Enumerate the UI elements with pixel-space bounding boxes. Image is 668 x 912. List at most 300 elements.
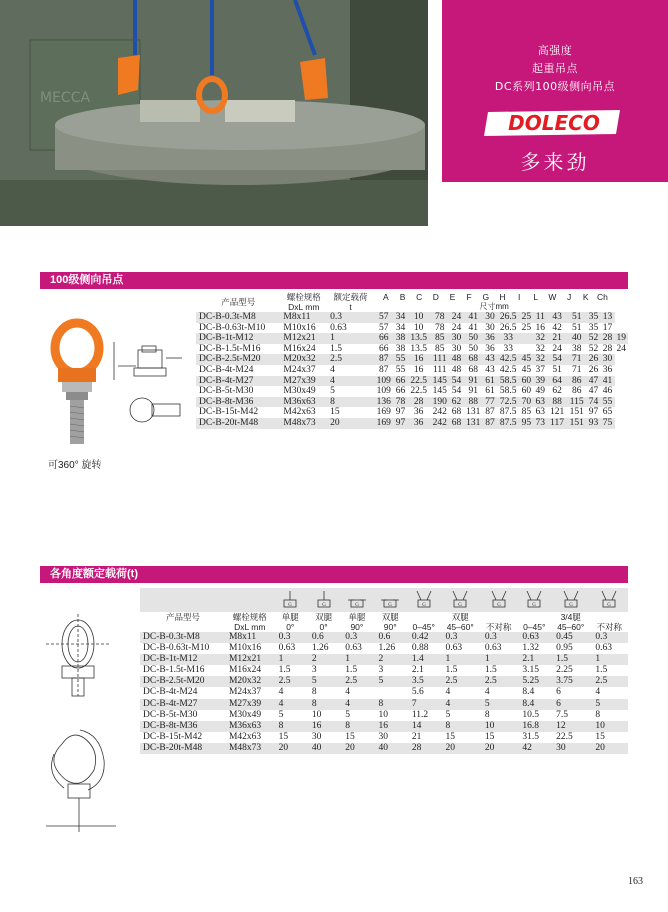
cell-load-value: 3 (378, 665, 384, 676)
cell-dim: 16 (413, 364, 424, 375)
cell-dim: 87 (374, 354, 394, 365)
cell-load-value: 1 (274, 654, 307, 665)
col-header-dimensions (374, 292, 615, 312)
col-header-line2: 0–45° (412, 622, 435, 632)
table-row (196, 365, 628, 376)
cell-load-value: 4 (595, 687, 601, 698)
cell-dim: 43 (483, 354, 497, 365)
col-header-line2: 不对称 (485, 622, 512, 632)
cell-load-value: 1 (590, 654, 628, 665)
cell-load-value: 8 (595, 709, 601, 720)
cell-dim: 58.5 (499, 386, 517, 397)
cell-dim: 78 (430, 312, 450, 323)
cell-load-value: 1.4 (407, 654, 441, 665)
col-header-line1: 单腿 (281, 612, 299, 622)
cell-dim: 41 (468, 322, 478, 333)
cell-load-value: 30 (378, 731, 389, 742)
hero-photo (0, 0, 428, 226)
cell-dim: 33 (497, 333, 520, 344)
cell-dim: 50 (463, 333, 483, 344)
cell-load-value: 0.95 (556, 643, 573, 654)
cell-load-value: 3.15 (522, 665, 539, 676)
cell-load-value: 10 (480, 721, 518, 732)
cell-load-value: 0.42 (407, 632, 441, 643)
cell-thread: M16x24 (228, 665, 262, 676)
cell-load-value: 1.5 (278, 665, 291, 676)
cell-dim: 54 (451, 386, 462, 397)
table-row (140, 654, 628, 665)
cell-dim: 25 (521, 322, 532, 333)
cell-dim: 77 (483, 397, 497, 408)
cell-load-value: 0.6 (374, 632, 407, 643)
cell-dim: 36 (483, 333, 497, 344)
brand-chinese-name: 多来劲 (520, 150, 590, 174)
cell-load-value: 4 (441, 699, 480, 710)
cell-dim: 37 (535, 364, 546, 375)
cell-dim: 17 (602, 322, 613, 333)
cell-dim: 86 (567, 376, 587, 387)
cell-dim: 66 (394, 376, 408, 387)
cell-dim: 34 (395, 322, 406, 333)
cell-model: DC-B-0.3t-M8 (196, 312, 280, 323)
table-row (140, 699, 628, 710)
section-1-title: 100级侧向吊点 (40, 272, 628, 289)
cell-dim: 24 (552, 343, 562, 354)
cell-dim: 61 (485, 386, 495, 397)
cell-model: DC-B-20t-M48 (196, 418, 280, 429)
table-row (140, 643, 628, 654)
col-header-line1 (590, 612, 628, 622)
col-header-line2: 90° (383, 622, 397, 632)
icon-cell (551, 588, 590, 612)
dim-letter-c: C (416, 292, 423, 302)
dim-letter-i: I (517, 292, 521, 302)
cell-load-value: 8.4 (522, 687, 535, 698)
icon-cell (340, 588, 373, 612)
cell-model: DC-B-15t-M42 (199, 407, 259, 418)
dim-letter-b: B (399, 292, 406, 302)
cell-load-value: 2.1 (411, 665, 424, 676)
cell-dim: 87 (378, 364, 389, 375)
cell-thread: M24x37 (228, 687, 262, 698)
col-header-thread: 螺栓规格 DxL mm (280, 292, 327, 312)
table-row (196, 312, 628, 323)
cell-dim: 62 (450, 397, 464, 408)
cell-dim: 43 (547, 312, 567, 323)
col-header-line2: 90° (350, 622, 364, 632)
cell-dim: 86 (571, 386, 582, 397)
cell-dim: 55 (394, 354, 408, 365)
cell-load-value: 2 (307, 654, 340, 665)
dim-unit-label: 尺寸mm (479, 302, 509, 311)
cell-dim: 63 (535, 407, 546, 418)
cell-load-value: 0.88 (411, 643, 429, 654)
cell-load-value: 8.4 (517, 699, 551, 710)
load-rating-table (140, 588, 628, 754)
icon-cell (307, 588, 340, 612)
dim-letter-k: K (582, 292, 589, 302)
cell-dim: 45 (521, 364, 532, 375)
cell-dim: 88 (463, 397, 483, 408)
cell-dim: 109 (376, 386, 391, 397)
table-row (196, 333, 628, 344)
cell-load-value: 20 (340, 743, 373, 754)
cell-model: DC-B-1t-M12 (196, 333, 280, 344)
cell-dim: 38 (394, 333, 408, 344)
cell-dim: 32 (533, 354, 547, 365)
cell-load-value (374, 687, 407, 698)
cell-dim: 47 (588, 386, 599, 397)
cell-dim: 28 (600, 333, 614, 344)
cell-dim: 25 (519, 312, 533, 323)
table-row (140, 632, 628, 643)
cell-dim: 169 (374, 418, 394, 429)
cell-dim: 78 (434, 322, 445, 333)
cell-load-value: 1.26 (311, 643, 329, 654)
cell-dim: 75 (600, 418, 614, 429)
cell-load-value: 12 (551, 721, 590, 732)
cell-dim: 47 (587, 376, 601, 387)
cell-load-value: 4 (484, 687, 490, 698)
cell-dim: 10 (407, 312, 430, 323)
cell-load-value: 8 (311, 687, 317, 698)
icon-cell (226, 588, 274, 612)
cell-dim: 46 (602, 386, 613, 397)
cell-dim: 40 (567, 333, 587, 344)
cell-load-value: 0.63 (595, 643, 613, 654)
icon-cell (590, 588, 628, 612)
cell-dim: 68 (451, 407, 462, 418)
cell-load-value: 4 (274, 699, 307, 710)
cell-load: 8 (327, 397, 374, 408)
cell-dim: 131 (466, 407, 481, 418)
cell-thread: M16x24 (283, 343, 316, 354)
cell-dim: 57 (378, 322, 389, 333)
cell-model: DC-B-8t-M36 (196, 397, 280, 408)
cell-thread: M24x37 (283, 364, 316, 375)
cell-dim: 87.5 (499, 407, 517, 418)
cell-load-value: 40 (374, 743, 407, 754)
cell-dim: 62 (552, 386, 562, 397)
cell-dim: 28 (407, 397, 430, 408)
cell-load-value: 0.3 (441, 632, 480, 643)
cell-load-value: 2 (374, 654, 407, 665)
cell-dim: 97 (394, 418, 408, 429)
cell-dim: 242 (432, 407, 447, 418)
cell-load-value: 0.63 (345, 643, 362, 654)
cell-thread: M20x32 (280, 354, 327, 365)
cell-dim: 26.5 (499, 322, 517, 333)
col-header-line2: 不对称 (596, 622, 622, 632)
cell-dim: 50 (468, 343, 478, 354)
cell-load: 1.5 (330, 343, 343, 354)
cell-load-value: 7 (407, 699, 441, 710)
cell-load-value: 14 (407, 721, 441, 732)
cell-thread: M27x39 (280, 376, 327, 387)
cell-load-value: 15 (595, 731, 605, 742)
cell-load-value: 30 (311, 731, 322, 742)
cell-dim: 71 (567, 354, 587, 365)
col-header-line1: 双腿 (315, 612, 333, 622)
sling-angle-icon (413, 590, 435, 608)
cell-dim: 54 (450, 376, 464, 387)
cell-dim: 24 (450, 312, 464, 323)
table-row (196, 323, 628, 334)
table-row (140, 676, 628, 687)
cell-model: DC-B-1.5t-M16 (199, 343, 261, 354)
cell-dim: 58.5 (497, 376, 520, 387)
cell-dim: 145 (432, 386, 447, 397)
cell-dim: 74 (587, 397, 601, 408)
cell-load: 15 (330, 407, 340, 418)
svg-text:G: G (421, 602, 426, 608)
cell-load-value: 5 (278, 709, 284, 720)
cell-load-value: 8 (340, 721, 373, 732)
cell-dim: 41 (600, 376, 614, 387)
doleco-logo (484, 108, 624, 138)
cell-dim: 42.5 (497, 354, 520, 365)
cell-dim: 48 (451, 364, 462, 375)
table-row (196, 354, 628, 365)
col-header-line1 (517, 612, 551, 622)
cell-dim: 19 (616, 333, 626, 344)
cell-load-value: 28 (407, 743, 441, 754)
cell-load-value: 16 (374, 721, 407, 732)
col-header-line1: 螺栓规格 (232, 612, 267, 622)
cell-load-value: 11.2 (411, 709, 429, 720)
table-row (140, 710, 628, 721)
cell-dim: 169 (376, 407, 391, 418)
cell-dim: 111 (432, 364, 447, 375)
cell-load-value: 8 (374, 699, 407, 710)
table-row (196, 407, 628, 418)
icon-cell (274, 588, 307, 612)
svg-text:MECCA: MECCA (40, 90, 91, 106)
cell-model: DC-B-5t-M30 (143, 709, 198, 720)
cell-load-value: 20 (480, 743, 518, 754)
cell-load-value: 2.5 (274, 676, 307, 687)
sling-angle-icon (346, 590, 368, 608)
cell-dim: 68 (463, 354, 483, 365)
icon-cell (441, 588, 480, 612)
cell-load: 2.5 (327, 354, 374, 365)
table-row (196, 418, 628, 429)
cell-dim: 51 (571, 322, 582, 333)
cell-load-value: 2.5 (590, 676, 628, 687)
cell-model: DC-B-4t-M24 (199, 364, 254, 375)
cell-load-value: 0.3 (274, 632, 307, 643)
table-row (140, 732, 628, 743)
cell-dim: 30 (483, 312, 497, 323)
cell-load-value: 5 (374, 676, 407, 687)
cell-dim: 115 (567, 397, 587, 408)
cell-load-value: 20 (274, 743, 307, 754)
rotation-caption: 可360° 旋转 (48, 460, 102, 471)
dim-letter-f: F (466, 292, 472, 302)
cell-load-value: 0.6 (307, 632, 340, 643)
cell-dim: 64 (547, 376, 567, 387)
table-row (140, 743, 628, 754)
cell-load-value: 5 (480, 699, 518, 710)
cell-load-value: 1 (480, 654, 518, 665)
cell-load: 4 (330, 364, 335, 375)
col-header-line2 (140, 622, 226, 632)
cell-model: DC-B-1.5t-M16 (143, 665, 205, 676)
cell-dim: 13 (600, 312, 614, 323)
svg-text:G: G (388, 602, 393, 608)
dim-letter-d: D (432, 292, 439, 302)
svg-text:DOLECO: DOLECO (508, 111, 600, 135)
col-header-line1: 双腿 (381, 612, 399, 622)
cell-load-value: 40 (307, 743, 340, 754)
col-header-model: 产品型号 (196, 292, 280, 312)
col-header-line2: 0–45° (523, 622, 546, 632)
cell-load-value: 21 (411, 731, 422, 742)
cell-dim: 13.5 (410, 343, 427, 354)
cell-load-value: 2.5 (340, 676, 373, 687)
cell-load-value: 6 (551, 699, 590, 710)
cell-dim: 61 (483, 376, 497, 387)
cell-dim: 22.5 (407, 376, 430, 387)
sling-angle-icon (598, 590, 620, 608)
technical-drawing-side (112, 340, 192, 430)
icon-cell (480, 588, 518, 612)
col-header-load: 额定载荷 t (327, 292, 374, 312)
cell-load-value: 15 (345, 731, 355, 742)
cell-model: DC-B-0.3t-M8 (140, 632, 226, 643)
dim-letter-g: G (482, 292, 490, 302)
cell-dim: 35 (588, 322, 599, 333)
cell-dim: 85 (430, 333, 450, 344)
technical-drawing-front (40, 604, 140, 836)
cell-load-value: 30 (551, 743, 590, 754)
cell-thread: M10x16 (283, 322, 316, 333)
cell-load-value: 7.5 (556, 709, 568, 720)
cell-model: DC-B-5t-M30 (199, 386, 254, 397)
icon-cell (374, 588, 407, 612)
brand-line-2: 起重吊点 (532, 62, 578, 75)
cell-dim (519, 344, 533, 355)
dim-letter-e: E (449, 292, 456, 302)
cell-dim: 16 (535, 322, 546, 333)
cell-dim: 30 (451, 343, 462, 354)
cell-dim: 36 (407, 418, 430, 429)
cell-dim: 190 (430, 397, 450, 408)
cell-load-value: 5.25 (517, 676, 551, 687)
cell-dim: 88 (547, 397, 567, 408)
cell-load-value: 10.5 (522, 709, 539, 720)
cell-dim: 66 (395, 386, 406, 397)
table-row (196, 397, 628, 408)
cell-dim: 32 (535, 343, 546, 354)
svg-text:G: G (288, 602, 293, 608)
cell-load-value: 0.3 (590, 632, 628, 643)
dim-letter-a: A (383, 292, 389, 302)
cell-load-value: 0.63 (484, 643, 502, 654)
cell-dim: 51 (552, 364, 562, 375)
cell-dim: 91 (463, 376, 483, 387)
cell-dim: 63 (533, 397, 547, 408)
cell-load-value: 15 (445, 731, 456, 742)
cell-dim: 121 (549, 407, 565, 418)
col-header-line2: 0° (319, 622, 328, 632)
cell-dim: 36 (485, 343, 495, 354)
cell-dim: 93 (587, 418, 601, 429)
cell-thread: M20x32 (226, 676, 274, 687)
icon-cell (407, 588, 441, 612)
cell-thread: M12x21 (226, 654, 274, 665)
cell-dim: 70 (519, 397, 533, 408)
table-row (196, 344, 628, 355)
cell-dim: 60 (521, 386, 532, 397)
cell-load-value: 0.45 (551, 632, 590, 643)
cell-load-value: 8 (484, 709, 490, 720)
brand-line-1: 高强度 (537, 44, 573, 57)
cell-load: 0.63 (330, 322, 347, 333)
cell-dim: 145 (430, 376, 450, 387)
col-header-line1: 双腿 (451, 612, 469, 622)
cell-dim: 36 (413, 407, 424, 418)
spec-table-dimensions (196, 292, 628, 429)
cell-dim: 54 (547, 354, 567, 365)
cell-dim: 28 (602, 343, 613, 354)
dim-letter-ch: Ch (596, 292, 608, 302)
cell-dim: 10 (413, 322, 424, 333)
cell-dim: 71 (571, 364, 582, 375)
cell-load-value: 4 (345, 687, 350, 698)
cell-dim: 41 (463, 312, 483, 323)
cell-load-value: 10 (311, 709, 322, 720)
cell-dim: 26 (587, 354, 601, 365)
cell-dim: 57 (374, 312, 394, 323)
cell-dim: 117 (547, 418, 567, 429)
cell-dim: 136 (374, 397, 394, 408)
col-header-line2: 45–60° (557, 622, 585, 632)
cell-thread: M30x49 (228, 709, 262, 720)
table-row (140, 721, 628, 732)
cell-thread: M30x49 (283, 386, 316, 397)
cell-dim: 60 (519, 376, 533, 387)
cell-dim: 11 (533, 312, 547, 323)
cell-dim: 32 (533, 333, 547, 344)
cell-dim: 242 (430, 418, 450, 429)
cell-dim: 95 (519, 418, 533, 429)
cell-load-value: 15 (278, 731, 289, 742)
cell-dim: 72.5 (497, 397, 520, 408)
sling-angle-icon (449, 590, 471, 608)
cell-model: DC-B-2.5t-M20 (196, 354, 280, 365)
cell-dim: 42.5 (499, 364, 517, 375)
cell-load-value: 4 (340, 699, 373, 710)
cell-load-value: 5.6 (411, 687, 424, 698)
cell-dim: 85 (521, 407, 532, 418)
svg-text:G: G (458, 602, 463, 608)
col-header-line1 (480, 612, 518, 622)
cell-model: DC-B-15t-M42 (143, 731, 203, 742)
col-header-line2: 45–60° (446, 622, 474, 632)
col-header-line1 (407, 612, 441, 622)
cell-load-value: 1.5 (345, 665, 358, 676)
cell-load-value: 15 (484, 731, 495, 742)
cell-load-value: 2.5 (441, 676, 480, 687)
cell-dim: 78 (394, 397, 408, 408)
cell-load: 0.3 (327, 312, 374, 323)
cell-load-value: 5 (590, 699, 628, 710)
cell-load-value: 1 (441, 654, 480, 665)
cell-dim: 66 (374, 333, 394, 344)
cell-dim: 65 (602, 407, 613, 418)
cell-model: DC-B-20t-M48 (140, 743, 226, 754)
